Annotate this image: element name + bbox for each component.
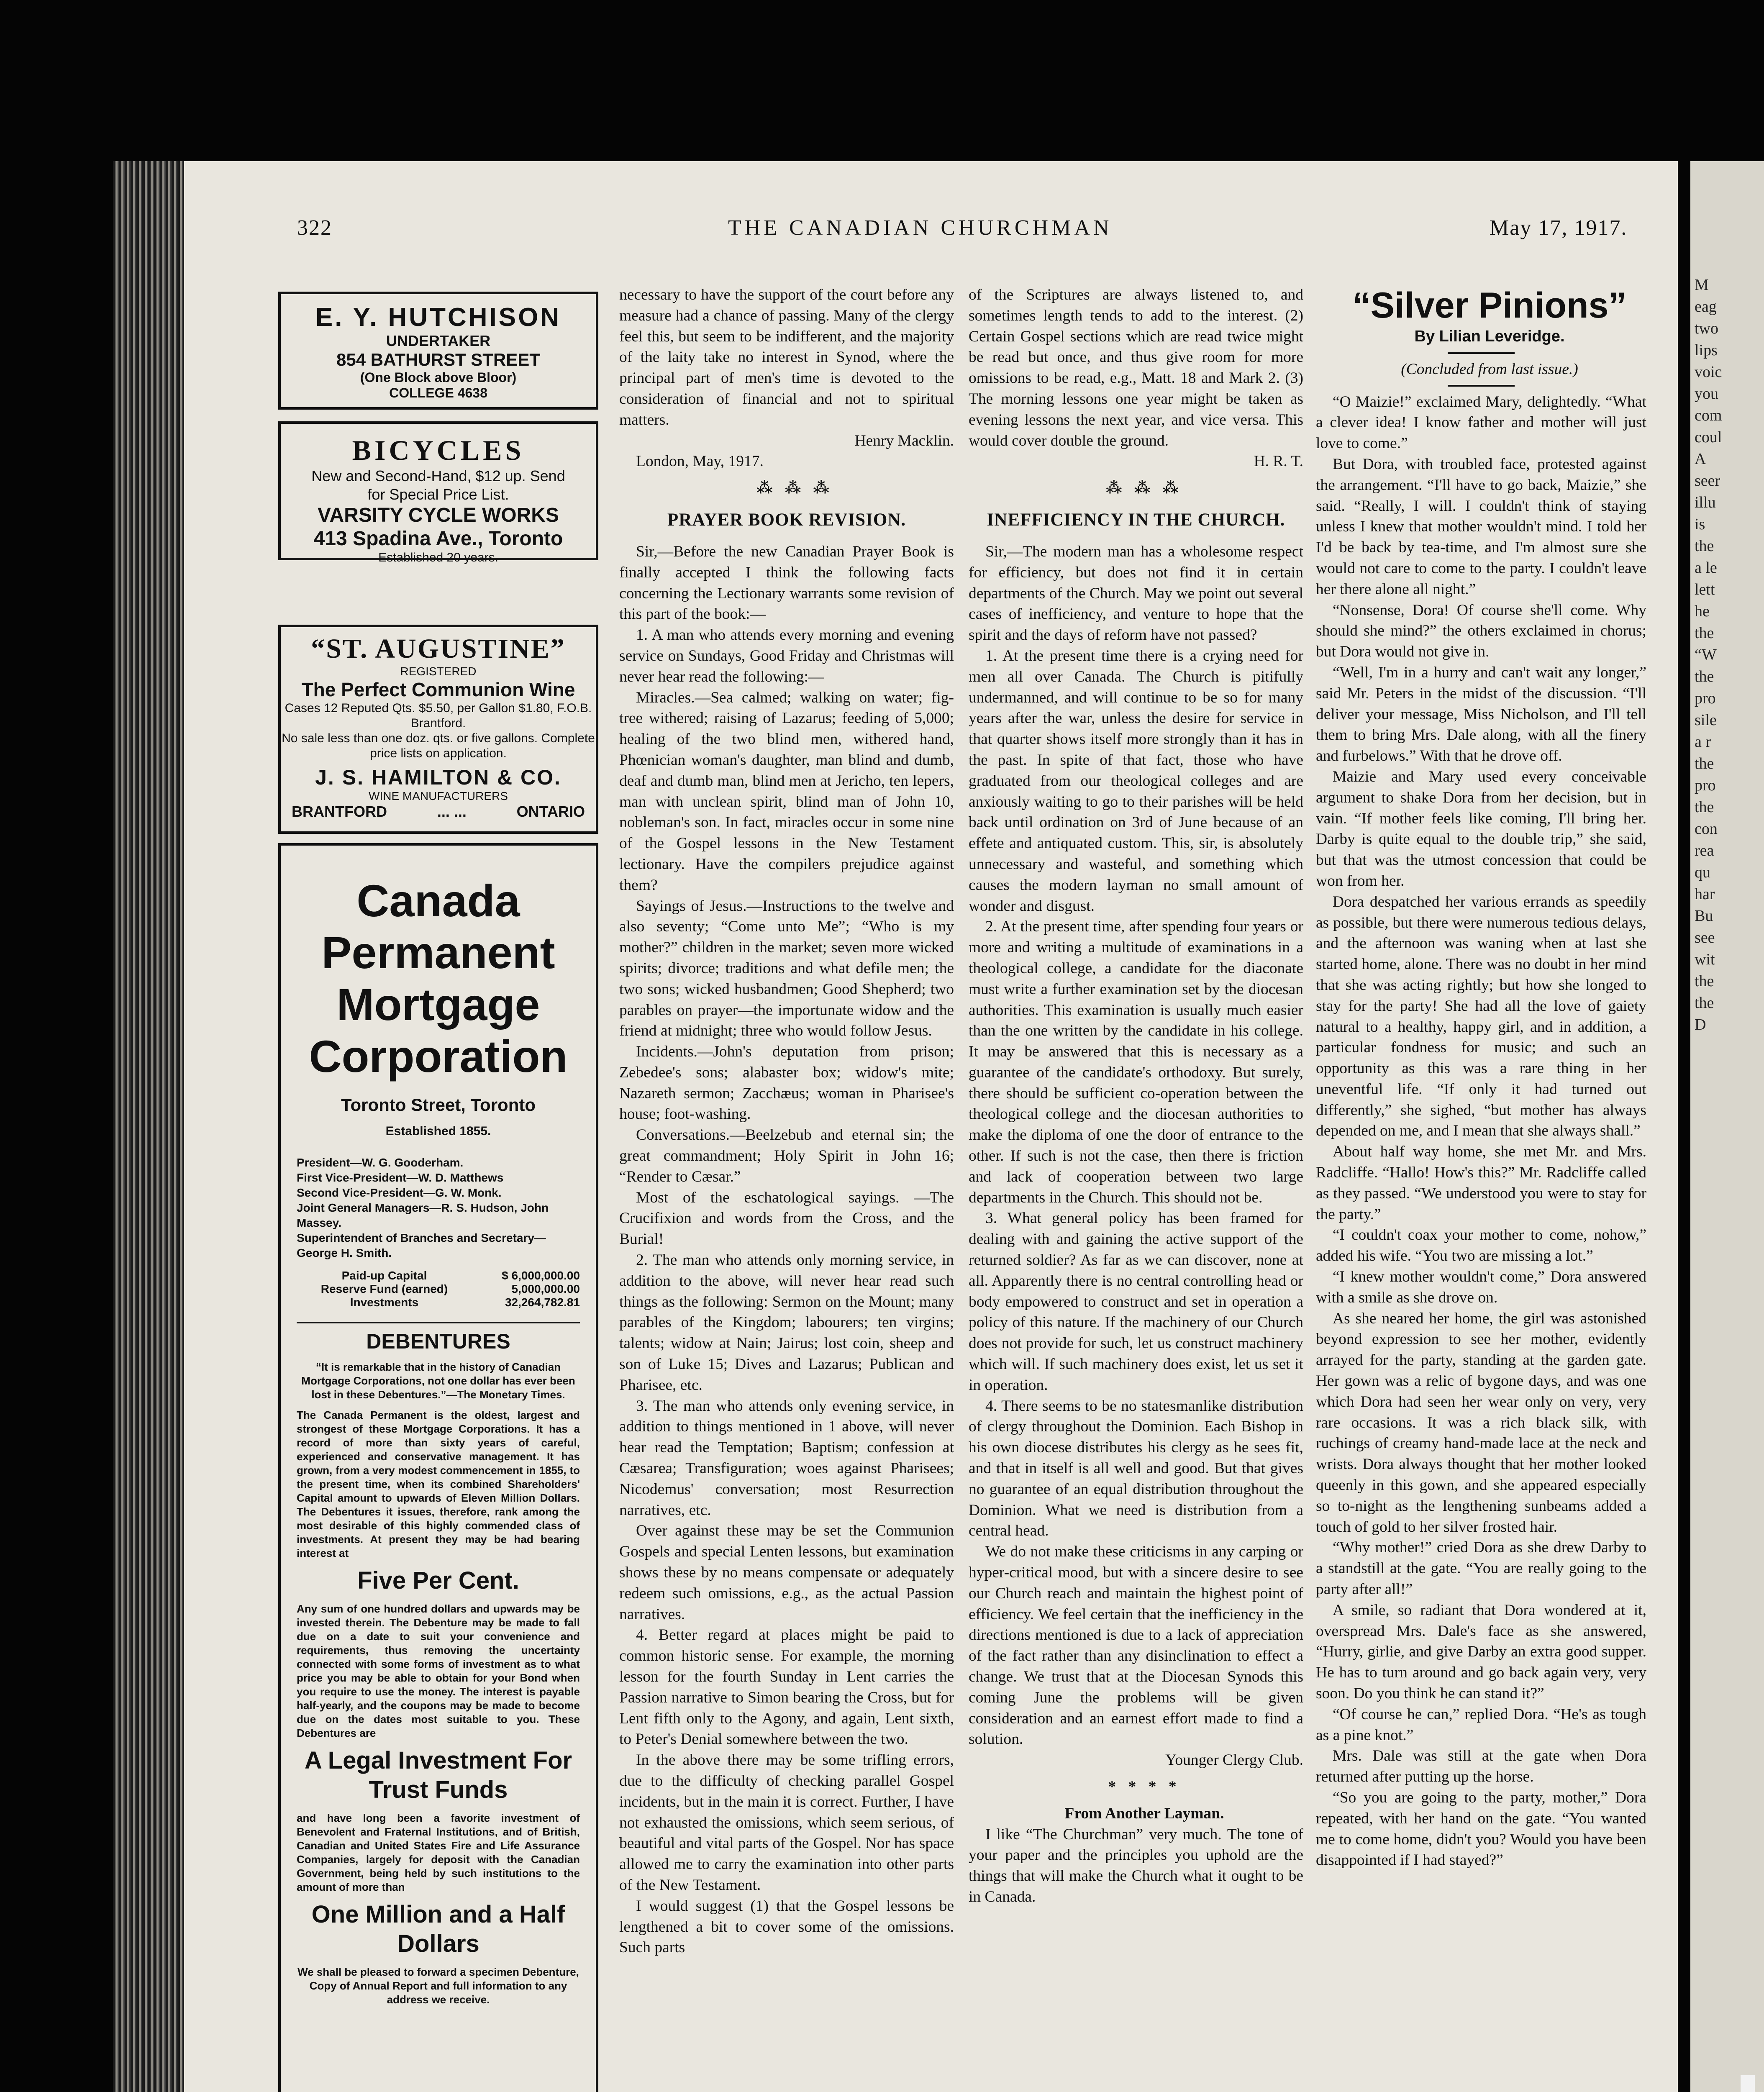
next-page-fragment: two — [1695, 320, 1718, 337]
subheading-another-layman: From Another Layman. — [1064, 1805, 1224, 1822]
ad-canada-para1: The Canada Permanent is the oldest, largest and strongest of these Mortgage Corporations. It has a record of more than sixty years of careful, experienced and conservative management. It has grown, from a very modest commencement in 1855, to the present time, when its combined Shareholders' Capital amount to upwards of Eleven Million Dollars. The Debentures it issues, therefore, rank among the most desirable of this highly commended class of investments. At present they may be had bearing interest at — [297, 1409, 580, 1559]
capital-value: 32,264,782.81 — [505, 1296, 580, 1309]
paragraph: In the above there may be some trifling errors, due to the difficulty of checking parallel Gospel incidents, but in the main it is correct. Further, I have not exhausted the omissions, which seem serious, of beautiful and vital parts of the Gospel. Nor has space allowed me to carry the examination into other parts of the New Testament. — [619, 1751, 954, 1894]
next-page-fragment: qu — [1695, 864, 1710, 881]
ad-hutchison-line2: 854 BATHURST STREET — [336, 350, 540, 369]
next-page-fragment: har — [1695, 885, 1715, 903]
paragraph: “I couldn't coax your mother to come, nohow,” added his wife. “You two are missing a lot.” — [1316, 1226, 1646, 1265]
section-ornament: ⁂ ⁂ ⁂ — [756, 479, 833, 497]
ad-bicycles-line3: VARSITY CYCLE WORKS — [318, 504, 559, 526]
capital-value: 5,000,000.00 — [511, 1282, 580, 1295]
next-page-fragment: the — [1695, 994, 1714, 1012]
next-page-fragment: com — [1695, 407, 1722, 424]
next-page-fragment: wit — [1695, 951, 1715, 968]
next-page-fragment: sile — [1695, 711, 1717, 729]
paragraph: Sir,—The modern man has a wholesome respect for efficiency, but does not find it in certain departments of the Church. May we point out several cases of inefficiency, and venture to hope that the spirit and the days of reform have not passed? — [969, 543, 1303, 644]
paragraph: As she neared her home, the girl was astonished beyond expression to see her mother, evidently arrayed for the party, standing at the garden gate. Her gown was a relic of bygone days, and was one which Dora had seen her wear only on very, very rare occasions. It was a rich black silk, with ruchings of creamy hand-made lace at the neck and wrists. Dora always thought that her mother looked queenly in this gown, and she appeared especially so to-night as the lengthening sunbeams added a touch of gold to her silver frosted hair. — [1316, 1310, 1646, 1536]
ad-hutchison — [278, 292, 598, 410]
paragraph: We do not make these criticisms in any carping or hyper-critical mood, but with a sincere desire to see our Church reach and maintain the highest point of efficiency. We feel certain that the inefficiency in the directions mentioned is due to a lack of appreciation of the fact rather than any disinclination to effect a change. We trust that at the Diocesan Synods this coming June the problems will be given consideration and an earnest effort made to find a solution. — [969, 1543, 1303, 1748]
next-page-fragment: the — [1695, 624, 1714, 642]
ad-canada-established: Established 1855. — [385, 1124, 491, 1138]
paragraph: 2. At the present time, after spending four years or more and writing a multitude of examinations in a theological college, a candidate for the diaconate must write a further examination set by the diocesan authorities. This examination is usually much easier than the one written by the candidate in his college. It may be answered that this is necessary as a guarantee of the candidate's orthodoxy. But surely, there should be sufficient co-operation between the theological college and the diocesan authorities to make the diploma of one the door of entrance to the other. If such is not the case, then there is friction and lack of cooperation between two large departments in the Church. This should not be. — [969, 918, 1303, 1206]
paragraph: Mrs. Dale was still at the gate when Dora returned after putting up the horse. — [1316, 1747, 1646, 1786]
divider — [1448, 385, 1515, 387]
paragraph: 1. At the present time there is a crying need for men all over Canada. The Church is pitifully undermanned, and will continue to be so for many years after the war, unless the desire for service in that quarter shows itself more strongly than it has in the past. In spite of that fact, those who have graduated from our theological colleges and are anxiously waiting to go to their parishes will be held back until ordination on 3rd of June because of an effete and antiquated custom. This, sir, is absolutely unnecessary and wasteful, and something which causes the modern layman no small amount of wonder and disgust. — [969, 647, 1303, 915]
next-page-fragment: seer — [1695, 472, 1720, 490]
capital-value: $ 6,000,000.00 — [502, 1269, 580, 1282]
ad-augustine-place — [281, 803, 596, 820]
ad-canada-officers — [297, 1155, 580, 1261]
page-edges — [113, 161, 184, 2092]
paragraph: “O Maizie!” exclaimed Mary, delightedly. “What a clever idea! I know father and mother will just love to come.” — [1316, 393, 1646, 452]
ad-hutchison-line4: COLLEGE 4638 — [389, 385, 487, 400]
ad-canada-title: Canada Permanent Mortgage Corporation — [309, 875, 568, 1082]
paragraph: “So you are going to the party, mother,” Dora repeated, with her hand on the gate. “You wanted me to come home, didn't you? Would you have been disappointed if I had stayed?” — [1316, 1789, 1646, 1869]
paragraph: Sayings of Jesus.—Instructions to the twelve and also seventy; “Come unto Me”; “Who is my mother?” children in the market; seven more wicked spirits; divorce; traditions and what defile men; the two sons; wicked husbandmen; Good Shepherd; two parables on prayer—the importunate widow and the friend at midnight; three who would follow Jesus. — [619, 897, 954, 1040]
section-ornament: * * * * — [1108, 1778, 1181, 1795]
letter-continuation: necessary to have the support of the court before any measure had a chance of passing. Many of the clergy feel this, but seem to be indifferent, and the majority of the laity take no interest in Synod, where the principal part of men's time is devoted to the consideration of financial and not to spiritual matters. — [619, 286, 954, 428]
paragraph: But Dora, with troubled face, protested against the arrangement. “I'll have to go back, Maizie,” she said. “Really, I will. I couldn't think of staying unless I knew that mother wouldn't mind. I told her I'd be back by tea-time, and I'm almost sure she would not care to come to the party. I couldn't leave her there alone all night.” — [1316, 455, 1646, 598]
paragraph: Miracles.—Sea calmed; walking on water; fig-tree withered; raising of Lazarus; feeding of 5,000; healing of the two blind men, withered hand, Phœnician woman's daughter, man blind and dumb, deaf and dumb man, blind men at Jericho, ten lepers, man with unclean spirit, blind man of John 10, nobleman's son. In fact, miracles occur in some nine of the Gospel lessons in the New Testament lectionary. Have the compilers prejudice against them? — [619, 689, 954, 894]
paragraph: Over against these may be set the Communion Gospels and special Lenten lessons, but examination shows these by no means compensate or adequately redeem such omissions, e.g., as the actual Passion narratives. — [619, 1522, 954, 1623]
next-page-fragment: the — [1695, 798, 1714, 816]
next-page-fragment: “W — [1695, 646, 1717, 664]
ad-canada-rate: Five Per Cent. — [357, 1567, 519, 1594]
next-page-fragment: is — [1695, 515, 1705, 533]
paragraph: “I knew mother wouldn't come,” Dora answered with a smile as she drove on. — [1316, 1268, 1646, 1306]
officer-line: First Vice-President—W. D. Matthews — [297, 1171, 504, 1184]
next-page-fragment: lips — [1695, 341, 1718, 359]
column-letters-2 — [969, 285, 1303, 1907]
next-page-fragment: M — [1695, 276, 1709, 294]
paragraph: 4. Better regard at places might be paid to common historic sense. For example, the morning lesson for the fourth Sunday in Lent carries the Passion narrative to Simon bearing the Cross, but for Lent fifth only to the Agony, and again, Lent sixth, to Peter's Denial somewhere between the two. — [619, 1626, 954, 1748]
letter-signature: Younger Clergy Club. — [1165, 1751, 1303, 1769]
ad-canada-permanent — [278, 843, 598, 2092]
ad-augustine-line2: The Perfect Communion Wine — [301, 679, 575, 700]
next-page-fragment: a le — [1695, 559, 1717, 577]
ad-canada-para3: and have long been a favorite investment of Benevolent and Fraternal Institutions, and of British, Canadian and United States Fire and Life Assurance Companies, largely for deposit with the Canadian Government, being held by such institutions to the amount of more than — [297, 1812, 580, 1893]
next-page-fragment: the — [1695, 755, 1714, 772]
ad-hutchison-line1: UNDERTAKER — [386, 332, 491, 349]
next-page-fragment: rea — [1695, 842, 1714, 859]
paragraph: Sir,—Before the new Canadian Prayer Book is finally accepted I think the following facts concerning the Lectionary warrants some revision of this part of the book:— — [619, 543, 954, 623]
next-page-fragment: con — [1695, 820, 1718, 838]
paragraph: Conversations.—Beelzebub and eternal sin; the great commandment; Holy Spirit in John 16; “Render to Cæsar.” — [619, 1126, 954, 1185]
next-page-fragment: a r — [1695, 733, 1711, 751]
ad-bicycles-line4: 413 Spadina Ave., Toronto — [313, 528, 563, 550]
ad-bicycles-line2: for Special Price List. — [367, 486, 509, 503]
story-title: “Silver Pinions” — [1352, 285, 1627, 326]
paragraph: Incidents.—John's deputation from prison; Zebedee's sons; alabaster box; widow's mite; Nazareth sermon; Zacchæus; woman in Pharisee's house; foot-washing. — [619, 1043, 954, 1123]
column-story — [1316, 285, 1646, 1871]
article-heading-inefficiency: INEFFICIENCY IN THE CHURCH. — [987, 510, 1285, 530]
officer-line: President—W. G. Gooderham. — [297, 1156, 464, 1169]
table-row — [297, 1296, 580, 1309]
paragraph: 2. The man who attends only morning service, in addition to the above, will never hear read such things as the following: Sermon on the Mount; many parables of the Kingdom; labourers; ten virgins; talents; widow at Nain; Jairus; lost coin, sheep and son of Luke 15; Dives and Lazarus; Publican and Pharisee, etc. — [619, 1251, 954, 1394]
ad-canada-quote: “It is remarkable that in the history of Canadian Mortgage Corporations, not one dollar has ever been lost in these Debentures.”—The Monetary Times. — [301, 1361, 575, 1401]
officer-line: Second Vice-President—G. W. Monk. — [297, 1186, 502, 1199]
ad-canada-debentures-head: DEBENTURES — [297, 1322, 580, 1354]
ad-augustine-city: BRANTFORD — [292, 803, 387, 820]
paragraph: “Of course he can,” replied Dora. “He's as tough as a pine knot.” — [1316, 1705, 1646, 1744]
paragraph: Dora despatched her various errands as speedily as possible, but there were numerous tedious delays, and the afternoon was waning when at last she started home, alone. There was no doubt in her mind that she was acting rightly; but how she longed to stay for the party! She had all the love of gaiety natural to a healthy, happy girl, and in addition, a particular fondness for music; and such an opportunity as this was a rare thing in her uneventful life. “If only it had turned out differently,” she sighed, “but mother has always depended on me, and I mean that she always shall.” — [1316, 893, 1646, 1140]
paragraph: 3. What general policy has been framed for dealing with and gaining the active support of the returned soldier? As far as we can discover, none at all. Apparently there is no central controlling head or body empowered to construct and set in operation a policy of this nature. If the machinery of our Church does not provide for such, let us construct machinery which will. If such machinery does exist, let us set it in operation. — [969, 1210, 1303, 1394]
next-page-edge — [1690, 161, 1764, 2092]
next-page-fragment: pro — [1695, 690, 1716, 707]
ad-canada-para2: Any sum of one hundred dollars and upwards may be invested therein. The Debenture may be made to fall due on a date to suit your convenience and requirements, thus removing the uncertainty connected with some forms of investment as to what price you may be able to obtain for your Bond when you require to use the money. The interest is payable half-yearly, and the coupons may be made to become due on the dates most suitable to you. These Debentures are — [297, 1602, 580, 1739]
next-page-fragment: the — [1695, 668, 1714, 685]
officer-line: Joint General Managers—R. S. Hudson, John Massey. — [297, 1201, 549, 1229]
ad-bicycles-name: BICYCLES — [352, 434, 525, 466]
next-page-fragment: Bu — [1695, 907, 1713, 925]
next-page-fragment: D — [1695, 1016, 1706, 1033]
ad-canada-para4: We shall be pleased to forward a specimen Debenture, Copy of Annual Report and full information to any address we receive. — [297, 1966, 579, 2006]
ad-augustine-name: “ST. AUGUSTINE” — [311, 633, 566, 664]
table-row — [297, 1282, 580, 1296]
paragraph: “Nonsense, Dora! Of course she'll come. Why should she mind?” the others exclaimed in chorus; but Dora would not give in. — [1316, 601, 1646, 661]
capital-label: Paid-up Capital — [341, 1269, 427, 1282]
paragraph: 3. The man who attends only evening service, in addition to things mentioned in 1 above, will never hear read the Temptation; Baptism; confession at Cæsarea; Transfiguration; woes against Pharisees; Nicodemus' conversation; most Resurrection narratives, etc. — [619, 1397, 954, 1519]
next-page-fragment: you — [1695, 385, 1718, 403]
paragraph: 1. A man who attends every morning and evening service on Sundays, Good Friday and Christmas will never hear read the following:— — [619, 626, 954, 685]
paragraph: I like “The Churchman” very much. The tone of your paper and the principles you uphold are the things that will make the Church what it ought to be in Canada. — [969, 1825, 1303, 1905]
ad-hutchison-line3: (One Block above Bloor) — [360, 370, 517, 385]
ad-augustine-province: ONTARIO — [516, 803, 585, 820]
ad-canada-legal: A Legal Investment For Trust Funds — [304, 1747, 572, 1803]
next-page-fragment: he — [1695, 602, 1710, 620]
ad-augustine-line5: J. S. HAMILTON & CO. — [315, 766, 562, 789]
ad-bicycles-line5: Established 20 years. — [378, 551, 498, 564]
running-title: THE CANADIAN CHURCHMAN — [728, 216, 1113, 240]
issue-date: May 17, 1917. — [1490, 216, 1628, 240]
next-page-fragment: the — [1695, 537, 1714, 555]
capital-label: Investments — [350, 1296, 419, 1309]
ad-bicycles — [278, 421, 598, 564]
page-number: 322 — [297, 216, 332, 240]
ad-bicycles-line1: New and Second-Hand, $12 up. Send — [311, 467, 565, 485]
ad-canada-address: Toronto Street, Toronto — [341, 1095, 536, 1115]
next-page-fragment: see — [1695, 929, 1715, 946]
paragraph: Most of the eschatological sayings. —The Crucifixion and words from the Cross, and the Burial! — [619, 1189, 954, 1248]
paragraph: Maizie and Mary used every conceivable argument to shake Dora from her decision, but in vain. “If mother feels like coming, I'll bring her. Darby is quite equal to the double trip,” she said, but that was the utmost concession that could be won from her. — [1316, 768, 1646, 890]
letter-signature: Henry Macklin. — [854, 432, 954, 449]
next-page-fragment: voic — [1695, 363, 1722, 381]
officer-line: Superintendent of Branches and Secretary—George H. Smith. — [297, 1231, 546, 1259]
next-page-fragment: illu — [1695, 494, 1716, 511]
story-author: By Lilian Leveridge. — [1414, 328, 1565, 345]
next-page-fragment: lett — [1695, 581, 1715, 598]
paragraph: A smile, so radiant that Dora wondered at it, overspread Mrs. Dale's face as she answered, “Hurry, girlie, and give Darby an extra good supper. He has to turn around and go back again very, very soon. Do you think he can stand it?” — [1316, 1601, 1646, 1702]
paragraph: I would suggest (1) that the Gospel lessons be lengthened a bit to cover some of the omissions. Such parts — [619, 1897, 954, 1956]
ad-augustine-line6: WINE MANUFACTURERS — [369, 790, 508, 802]
paragraph: “Well, I'm in a hurry and can't wait any longer,” said Mr. Peters in the midst of the discussion. “I'll deliver your message, Miss Nicholson, and I'll tell them to bring Mrs. Dale along, with all the finery and furbelows.” With that he drove off. — [1316, 664, 1646, 765]
ad-augustine-line4: No sale less than one doz. qts. or five gallons. Complete price lists on application. — [282, 731, 595, 760]
scanner-mark — [1741, 2075, 1755, 2092]
next-page-fragments — [1690, 161, 1764, 1036]
article-heading-prayer-book: PRAYER BOOK REVISION. — [667, 510, 906, 530]
paragraph: About half way home, she met Mr. and Mrs. Radcliffe. “Hallo! How's this?” Mr. Radcliffe called as they passed. “We understood you were to stay for the party.” — [1316, 1143, 1646, 1223]
divider — [1448, 352, 1515, 354]
next-page-fragment: pro — [1695, 777, 1716, 794]
letter-continuation: of the Scriptures are always listened to, and sometimes length tends to add to the interest. (2) Certain Gospel sections which are read twice might be read but once, and thus give room for more omissions to be read, e.g., Matt. 18 and Mark 2. (3) The morning lessons one year might be taken as evening lessons the next year, and vice versa. This would cover double the ground. — [969, 286, 1303, 449]
story-note: (Concluded from last issue.) — [1401, 360, 1578, 378]
next-page-fragment: coul — [1695, 428, 1722, 446]
table-row — [297, 1269, 580, 1282]
column-letters-1 — [619, 285, 954, 1958]
ad-augustine-dots: ... ... — [437, 803, 467, 820]
letter-place: London, May, 1917. — [636, 453, 764, 470]
paragraph: “Why mother!” cried Dora as she drew Darby to a standstill at the gate. “You are really going to the party after all!” — [1316, 1539, 1646, 1598]
paragraph: 4. There seems to be no statesmanlike distribution of clergy throughout the Dominion. Each Bishop in his own diocese distributes his clergy as he sees fit, and that in itself is all well and good. But that gives no guarantee of an equal distribution throughout the Dominion. What we need is distribution from a central head. — [969, 1397, 1303, 1540]
ad-augustine-line1: REGISTERED — [400, 665, 477, 678]
capital-table — [297, 1269, 580, 1309]
next-page-fragment: eag — [1695, 298, 1717, 315]
next-page-fragment: A — [1695, 450, 1706, 468]
ad-augustine-line3: Cases 12 Reputed Qts. $5.50, per Gallon $1.80, F.O.B. Brantford. — [285, 701, 592, 730]
newspaper-page — [184, 161, 1678, 2092]
section-ornament: ⁂ ⁂ ⁂ — [1106, 479, 1183, 497]
capital-label: Reserve Fund (earned) — [320, 1282, 448, 1295]
letter-signature: H. R. T. — [1254, 453, 1303, 470]
next-page-fragment: the — [1695, 972, 1714, 990]
ad-hutchison-name: E. Y. HUTCHISON — [315, 303, 562, 332]
ad-canada-million: One Million and a Half Dollars — [311, 1901, 565, 1957]
ad-st-augustine — [278, 625, 598, 834]
